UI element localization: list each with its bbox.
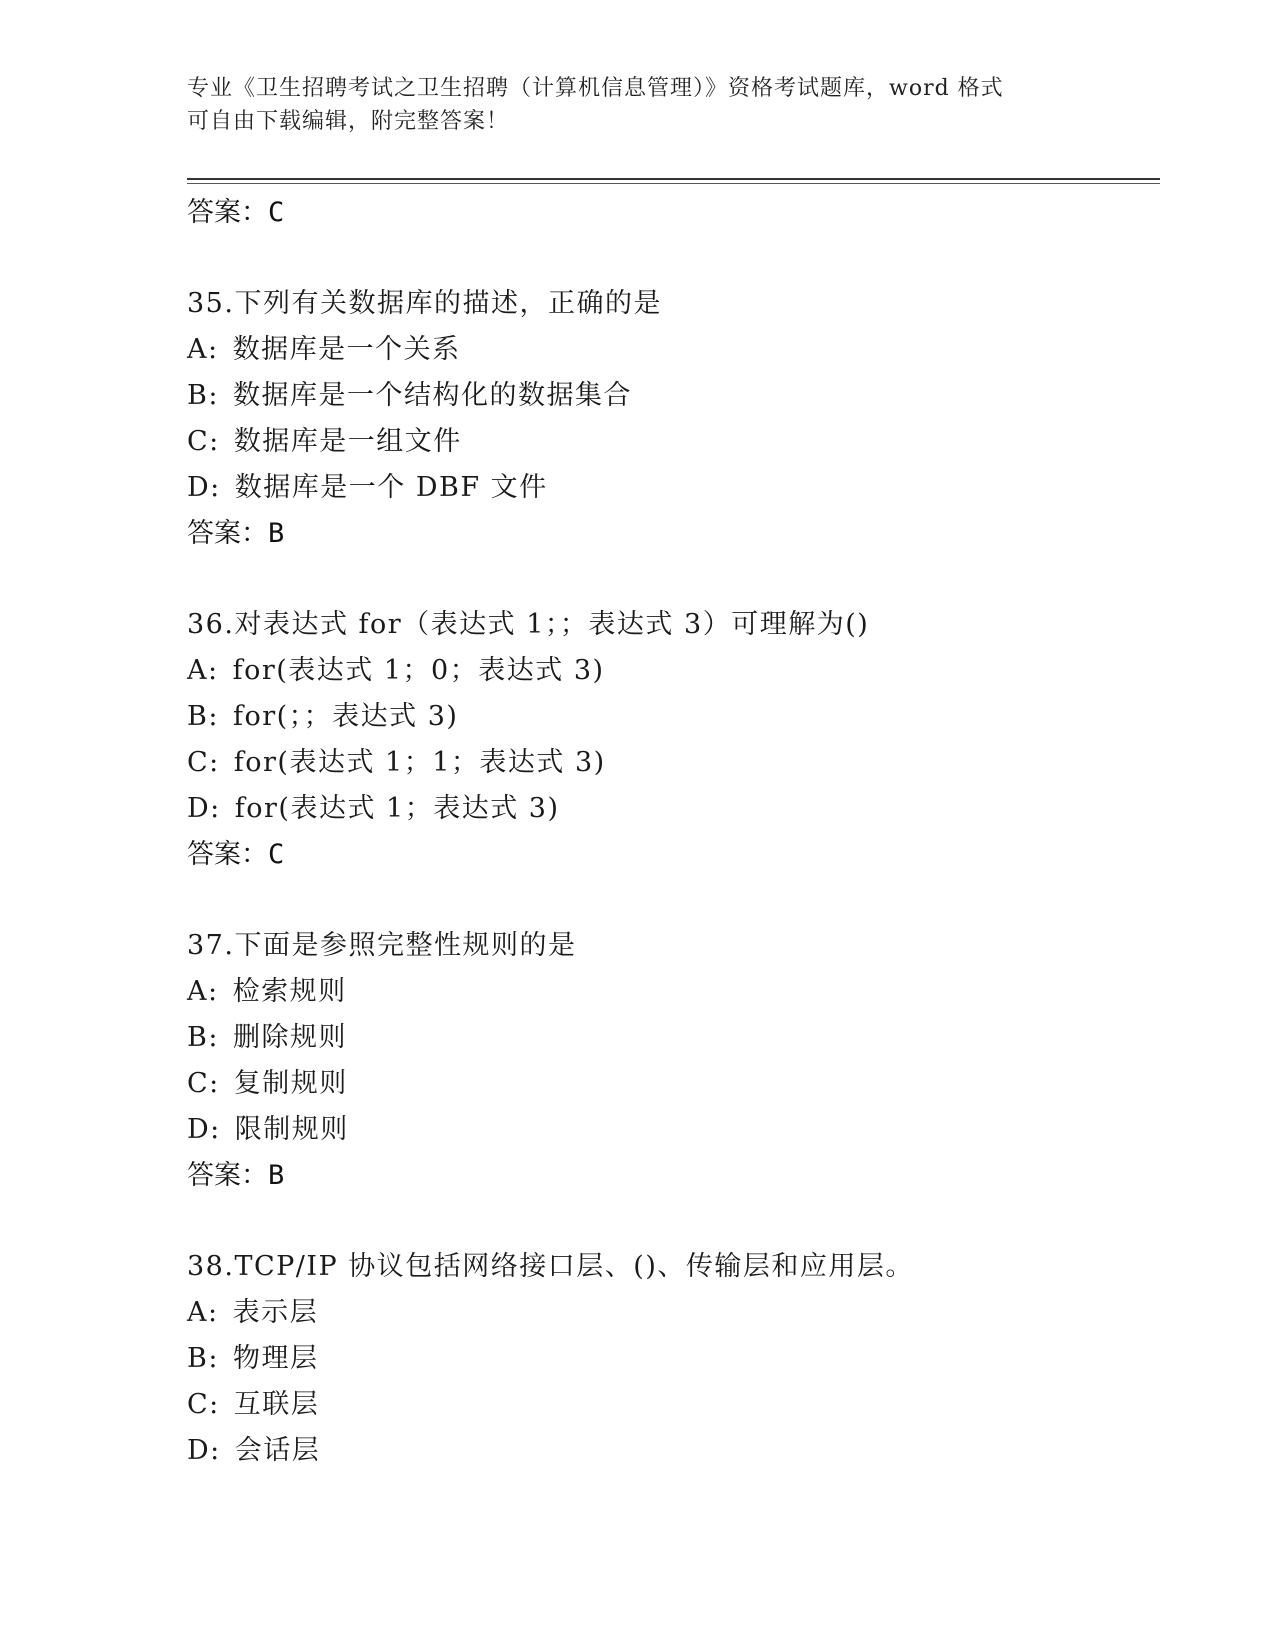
option-letter: D: [187, 1114, 221, 1145]
option-text: 数据库是一个关系 [232, 334, 461, 365]
option-text: 物理层 [232, 1343, 319, 1374]
option-letter: A: [187, 334, 219, 365]
header-line-2: 可自由下载编辑，附完整答案！ [187, 109, 510, 134]
option-letter: C: [187, 426, 220, 457]
question-block [187, 602, 1160, 878]
option-text: 删除规则 [232, 1022, 347, 1053]
option-b [187, 373, 1160, 419]
option-letter: A: [187, 655, 219, 686]
option-d [187, 1428, 1160, 1474]
option-a [187, 969, 1160, 1015]
question-block [187, 923, 1160, 1199]
option-c [187, 740, 1160, 786]
option-letter: B: [187, 1022, 219, 1053]
question-stem: 38.TCP/IP 协议包括网络接口层、()、传输层和应用层。 [187, 1251, 914, 1282]
question-list [187, 190, 1160, 1474]
option-b [187, 694, 1160, 740]
option-letter: D: [187, 472, 221, 503]
question-stem: 35.下列有关数据库的描述，正确的是 [187, 288, 662, 319]
question-answer: 答案：B [187, 1160, 285, 1191]
previous-answer: 答案：C [187, 197, 285, 228]
question-answer: 答案：B [187, 518, 285, 549]
option-d [187, 1107, 1160, 1153]
option-d [187, 465, 1160, 511]
option-text: 互联层 [233, 1389, 320, 1420]
option-text: for(；；表达式 3) [232, 701, 459, 732]
option-text: 会话层 [234, 1435, 321, 1466]
option-text: 表示层 [232, 1297, 319, 1328]
option-text: for(表达式 1；表达式 3) [234, 793, 560, 824]
option-text: 限制规则 [234, 1114, 349, 1145]
option-letter: C: [187, 747, 220, 778]
option-letter: D: [187, 1435, 221, 1466]
option-b [187, 1336, 1160, 1382]
option-text: 复制规则 [233, 1068, 348, 1099]
question-stem: 36.对表达式 for（表达式 1；；表达式 3）可理解为() [187, 609, 870, 640]
option-a [187, 327, 1160, 373]
option-b [187, 1015, 1160, 1061]
header-line-1: 专业《卫生招聘考试之卫生招聘（计算机信息管理）》资格考试题库，word 格式 [187, 76, 1004, 101]
option-c [187, 1382, 1160, 1428]
option-text: 数据库是一个结构化的数据集合 [232, 380, 632, 411]
option-letter: B: [187, 380, 219, 411]
option-c [187, 419, 1160, 465]
option-a [187, 1290, 1160, 1336]
question-block [187, 281, 1160, 557]
question-stem: 37.下面是参照完整性规则的是 [187, 930, 577, 961]
option-letter: A: [187, 976, 219, 1007]
option-a [187, 648, 1160, 694]
option-letter: C: [187, 1389, 220, 1420]
option-letter: A: [187, 1297, 219, 1328]
option-text: for(表达式 1；1；表达式 3) [233, 747, 606, 778]
header-divider-thin [187, 183, 1160, 184]
document-header [187, 72, 1067, 138]
option-d [187, 786, 1160, 832]
option-text: 数据库是一组文件 [233, 426, 462, 457]
question-block [187, 1244, 1160, 1474]
option-letter: B: [187, 1343, 219, 1374]
option-text: 数据库是一个 DBF 文件 [234, 472, 548, 503]
option-letter: B: [187, 701, 219, 732]
option-text: for(表达式 1；0；表达式 3) [232, 655, 605, 686]
option-letter: C: [187, 1068, 220, 1099]
option-c [187, 1061, 1160, 1107]
question-answer: 答案：C [187, 839, 285, 870]
option-text: 检索规则 [232, 976, 347, 1007]
option-letter: D: [187, 793, 221, 824]
header-divider-thick [187, 178, 1160, 180]
